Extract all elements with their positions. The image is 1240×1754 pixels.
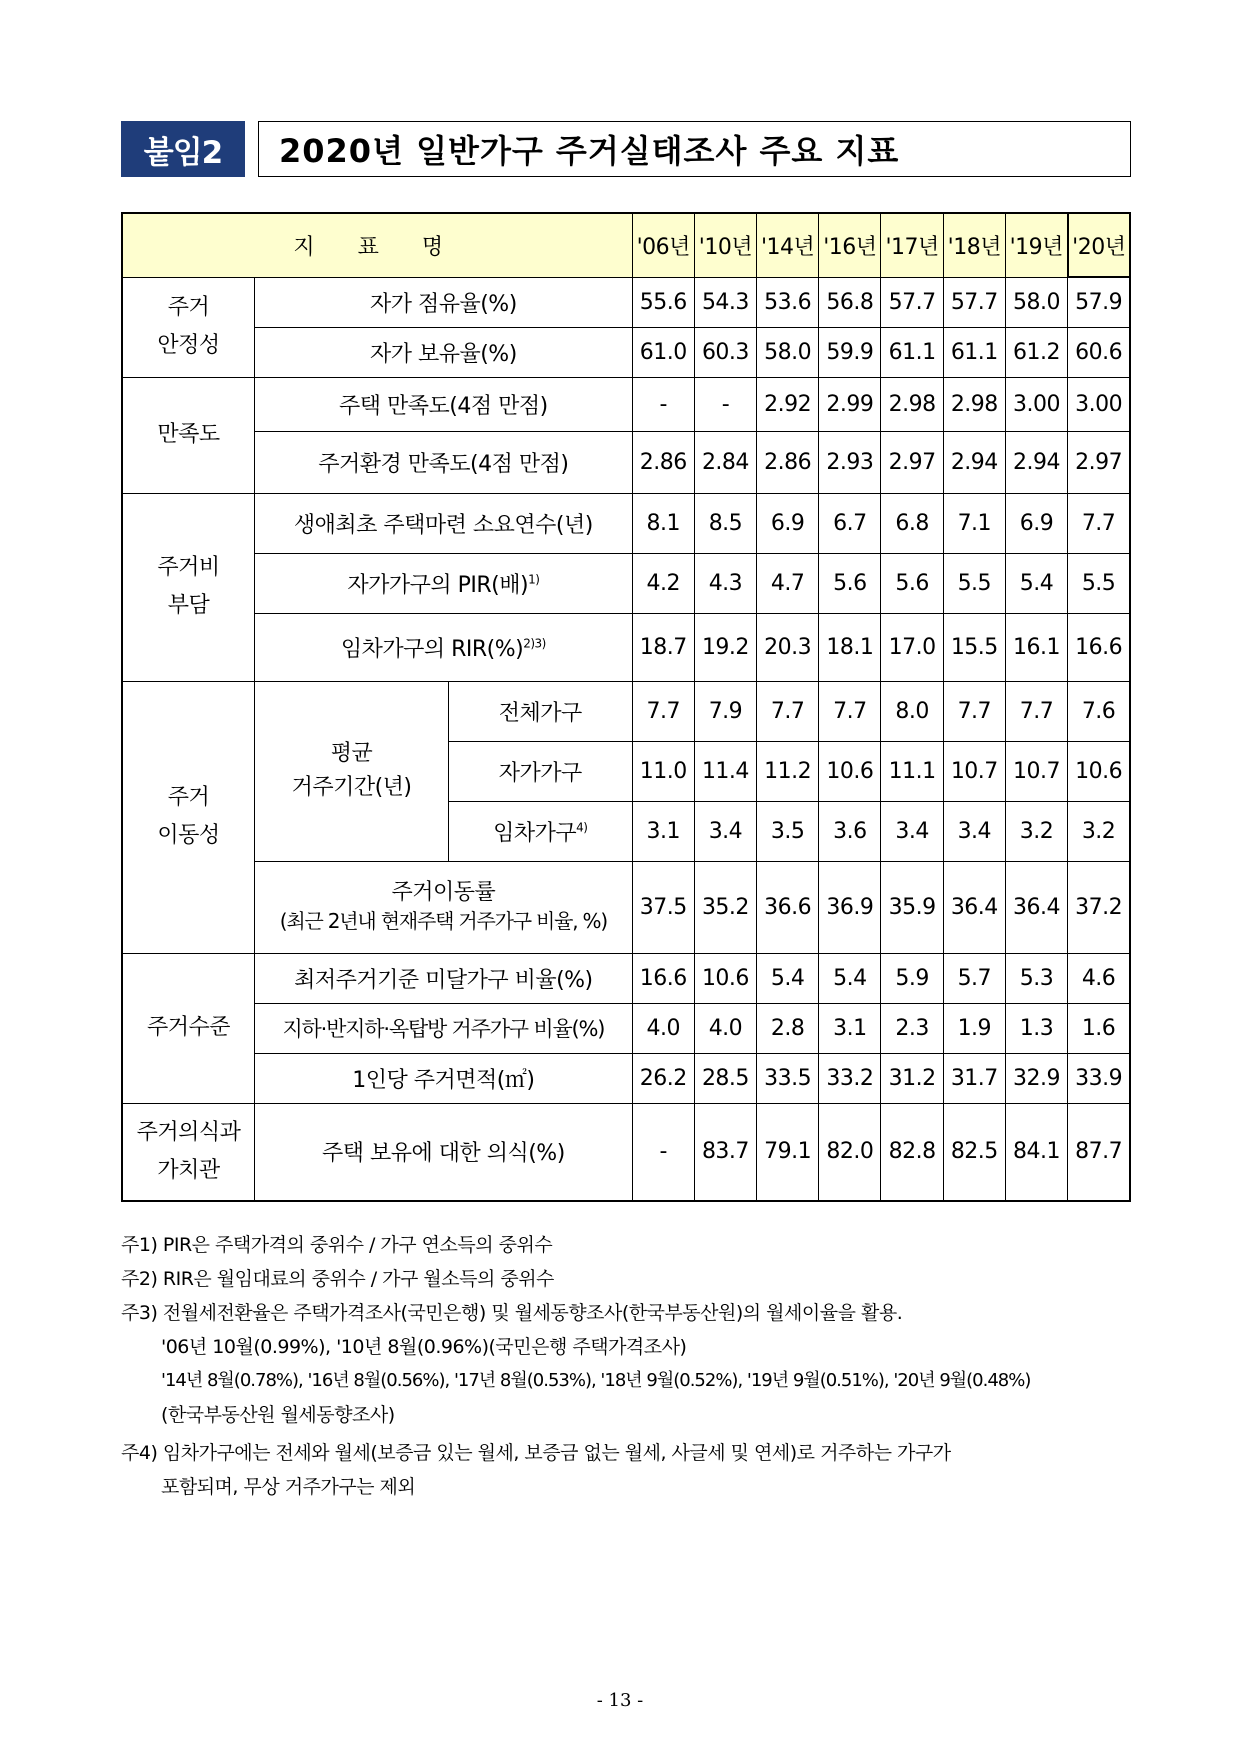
value-cell: 31.7	[943, 1053, 1005, 1103]
footnote-mark: 2)3)	[523, 636, 546, 651]
value-cell: 5.5	[943, 553, 1005, 613]
value-cell: 7.6	[1068, 681, 1130, 741]
footnote-4: 주4) 임차가구에는 전세와 월세(보증금 있는 월세, 보증금 없는 월세, 사글세 및 연세)로 거주하는 가구가	[121, 1442, 951, 1464]
value-cell: 5.6	[819, 553, 881, 613]
category-stability: 주거 안정성	[122, 277, 255, 377]
indicator-label: 전체가구	[448, 681, 632, 741]
value-cell: 5.7	[943, 953, 1005, 1003]
value-cell: 11.4	[694, 741, 756, 801]
indicator-label: 자가 보유율(%)	[255, 327, 632, 377]
value-cell: 16.6	[1068, 613, 1130, 681]
value-cell: 8.5	[694, 493, 756, 553]
value-cell: 28.5	[694, 1053, 756, 1103]
value-cell: 36.9	[819, 861, 881, 953]
table-row	[122, 553, 1130, 613]
value-cell: 3.00	[1068, 377, 1130, 431]
value-cell: 3.1	[632, 801, 694, 861]
category-mobility: 주거 이동성	[122, 681, 255, 953]
value-cell: 10.7	[943, 741, 1005, 801]
value-cell: 87.7	[1068, 1103, 1130, 1201]
value-cell: 5.4	[1005, 553, 1067, 613]
value-cell: 10.6	[819, 741, 881, 801]
value-cell: 2.99	[819, 377, 881, 431]
value-cell: 2.86	[757, 431, 819, 493]
indicator-label: 주거환경 만족도(4점 만점)	[255, 431, 632, 493]
value-cell: -	[632, 1103, 694, 1201]
value-cell: 31.2	[881, 1053, 943, 1103]
value-cell: 2.84	[694, 431, 756, 493]
footnote-2: 주2) RIR은 월임대료의 중위수 / 가구 월소득의 중위수	[121, 1268, 554, 1290]
value-cell: 4.0	[632, 1003, 694, 1053]
value-cell: 32.9	[1005, 1053, 1067, 1103]
indicator-label: 최저주거기준 미달가구 비율(%)	[255, 953, 632, 1003]
indicator-label: 자가 점유율(%)	[255, 277, 632, 327]
indicator-label: 주택 보유에 대한 의식(%)	[255, 1103, 632, 1201]
value-cell: 57.7	[943, 277, 1005, 327]
value-cell: 7.7	[819, 681, 881, 741]
header-year: '16년	[819, 213, 881, 277]
header-indicator-name: 지 표 명	[122, 213, 632, 277]
value-cell: 3.2	[1068, 801, 1130, 861]
indicator-label: 자가가구	[448, 741, 632, 801]
footnote-3: 주3) 전월세전환율은 주택가격조사(국민은행) 및 월세동향조사(한국부동산원)의 월세이율을 활용.	[121, 1302, 903, 1324]
value-cell: 6.9	[1005, 493, 1067, 553]
indicator-label	[448, 801, 632, 861]
footnote-3-detail: '06년 10월(0.99%), '10년 8월(0.96%)(국민은행 주택가격조사)	[161, 1336, 687, 1358]
category-awareness: 주거의식과 가치관	[122, 1103, 255, 1201]
value-cell: 82.0	[819, 1103, 881, 1201]
value-cell: 6.8	[881, 493, 943, 553]
value-cell: 5.3	[1005, 953, 1067, 1003]
value-cell: 7.7	[1005, 681, 1067, 741]
value-cell: 2.3	[881, 1003, 943, 1053]
value-cell: 10.7	[1005, 741, 1067, 801]
value-cell: 18.1	[819, 613, 881, 681]
indicator-table	[121, 212, 1131, 1202]
category-level: 주거수준	[122, 953, 255, 1103]
value-cell: -	[694, 377, 756, 431]
value-cell: 2.94	[1005, 431, 1067, 493]
header-year: '06년	[632, 213, 694, 277]
value-cell: 58.0	[1005, 277, 1067, 327]
footnote-4-detail: 포함되며, 무상 거주가구는 제외	[161, 1476, 416, 1498]
value-cell: 5.6	[881, 553, 943, 613]
value-cell: 56.8	[819, 277, 881, 327]
value-cell: 4.3	[694, 553, 756, 613]
value-cell: 35.9	[881, 861, 943, 953]
indicator-label: 주택 만족도(4점 만점)	[255, 377, 632, 431]
value-cell: 2.92	[757, 377, 819, 431]
value-cell: 8.1	[632, 493, 694, 553]
value-cell: 55.6	[632, 277, 694, 327]
value-cell: 37.2	[1068, 861, 1130, 953]
value-cell: 7.1	[943, 493, 1005, 553]
subcategory-residence-period: 평균 거주기간(년)	[255, 681, 449, 861]
table-row	[122, 327, 1130, 377]
value-cell: 84.1	[1005, 1103, 1067, 1201]
value-cell: 79.1	[757, 1103, 819, 1201]
category-satisfaction: 만족도	[122, 377, 255, 493]
indicator-label: 지하·반지하·옥탑방 거주가구 비율(%)	[255, 1003, 632, 1053]
value-cell: 35.2	[694, 861, 756, 953]
table-row	[122, 431, 1130, 493]
value-cell: 10.6	[1068, 741, 1130, 801]
value-cell: 61.0	[632, 327, 694, 377]
indicator-label	[255, 553, 632, 613]
value-cell: 20.3	[757, 613, 819, 681]
value-cell: 61.1	[943, 327, 1005, 377]
table-row	[122, 1003, 1130, 1053]
indicator-label-text: 주거이동률	[391, 880, 496, 905]
value-cell: 5.5	[1068, 553, 1130, 613]
table-row	[122, 277, 1130, 327]
value-cell: 3.1	[819, 1003, 881, 1053]
value-cell: 7.7	[757, 681, 819, 741]
value-cell: 83.7	[694, 1103, 756, 1201]
value-cell: 2.97	[881, 431, 943, 493]
value-cell: 17.0	[881, 613, 943, 681]
value-cell: 36.4	[943, 861, 1005, 953]
indicator-label: 생애최초 주택마련 소요연수(년)	[255, 493, 632, 553]
value-cell: 2.93	[819, 431, 881, 493]
indicator-label	[255, 613, 632, 681]
value-cell: 60.3	[694, 327, 756, 377]
value-cell: 36.4	[1005, 861, 1067, 953]
value-cell: 3.4	[694, 801, 756, 861]
footnote-3-detail: '14년 8월(0.78%), '16년 8월(0.56%), '17년 8월(0.53%), '18년 9월(0.52%), '19년 9월(0.51%), '20년 9월(0.48%)	[161, 1370, 1031, 1391]
value-cell: 5.4	[757, 953, 819, 1003]
value-cell: 3.6	[819, 801, 881, 861]
attachment-badge: 붙임2	[121, 121, 245, 177]
value-cell: 3.4	[943, 801, 1005, 861]
footnote-mark: 4)	[576, 820, 588, 835]
value-cell: 3.00	[1005, 377, 1067, 431]
value-cell: 6.7	[819, 493, 881, 553]
value-cell: 15.5	[943, 613, 1005, 681]
indicator-label: 1인당 주거면적(㎡)	[255, 1053, 632, 1103]
value-cell: 61.2	[1005, 327, 1067, 377]
header-year: '18년	[943, 213, 1005, 277]
value-cell: 82.8	[881, 1103, 943, 1201]
table-row	[122, 377, 1130, 431]
indicator-label-subtext: (최근 2년내 현재주택 거주가구 비율, %)	[279, 909, 607, 933]
value-cell: 2.97	[1068, 431, 1130, 493]
value-cell: 60.6	[1068, 327, 1130, 377]
value-cell: 2.8	[757, 1003, 819, 1053]
footnotes	[121, 1228, 1131, 1504]
footnote-mark: 1)	[528, 572, 540, 587]
page-number: - 13 -	[596, 1690, 644, 1711]
indicator-label-text: 자가가구의 PIR(배)	[347, 572, 529, 598]
value-cell: 7.7	[943, 681, 1005, 741]
value-cell: 82.5	[943, 1103, 1005, 1201]
value-cell: 1.6	[1068, 1003, 1130, 1053]
table-row	[122, 613, 1130, 681]
value-cell: 11.0	[632, 741, 694, 801]
value-cell: -	[632, 377, 694, 431]
value-cell: 58.0	[757, 327, 819, 377]
value-cell: 3.2	[1005, 801, 1067, 861]
value-cell: 54.3	[694, 277, 756, 327]
value-cell: 11.1	[881, 741, 943, 801]
value-cell: 16.1	[1005, 613, 1067, 681]
value-cell: 3.4	[881, 801, 943, 861]
header-year: '20년	[1068, 213, 1130, 277]
value-cell: 61.1	[881, 327, 943, 377]
indicator-label	[255, 861, 632, 953]
value-cell: 18.7	[632, 613, 694, 681]
page-title	[258, 121, 1131, 177]
value-cell: 33.2	[819, 1053, 881, 1103]
value-cell: 36.6	[757, 861, 819, 953]
value-cell: 5.9	[881, 953, 943, 1003]
value-cell: 26.2	[632, 1053, 694, 1103]
value-cell: 53.6	[757, 277, 819, 327]
value-cell: 2.98	[943, 377, 1005, 431]
value-cell: 4.7	[757, 553, 819, 613]
table-header-row	[122, 213, 1130, 277]
table-row	[122, 1053, 1130, 1103]
value-cell: 57.9	[1068, 277, 1130, 327]
value-cell: 59.9	[819, 327, 881, 377]
value-cell: 2.98	[881, 377, 943, 431]
value-cell: 33.5	[757, 1053, 819, 1103]
value-cell: 4.0	[694, 1003, 756, 1053]
value-cell: 19.2	[694, 613, 756, 681]
table-row	[122, 493, 1130, 553]
table-row	[122, 681, 1130, 741]
value-cell: 2.94	[943, 431, 1005, 493]
value-cell: 5.4	[819, 953, 881, 1003]
footnote-1: 주1) PIR은 주택가격의 중위수 / 가구 연소득의 중위수	[121, 1234, 553, 1256]
value-cell: 11.2	[757, 741, 819, 801]
header-year: '19년	[1005, 213, 1067, 277]
header-year: '17년	[881, 213, 943, 277]
value-cell: 7.9	[694, 681, 756, 741]
category-burden: 주거비 부담	[122, 493, 255, 681]
value-cell: 6.9	[757, 493, 819, 553]
page-title-text: 2020년 일반가구 주거실태조사 주요 지표	[279, 132, 900, 170]
indicator-label-text: 임차가구의 RIR(%)	[340, 636, 524, 662]
value-cell: 57.7	[881, 277, 943, 327]
value-cell: 37.5	[632, 861, 694, 953]
value-cell: 1.9	[943, 1003, 1005, 1053]
table-row	[122, 953, 1130, 1003]
footnote-3-detail: (한국부동산원 월세동향조사)	[161, 1404, 395, 1426]
header-year: '10년	[694, 213, 756, 277]
table-row	[122, 1103, 1130, 1201]
value-cell: 16.6	[632, 953, 694, 1003]
value-cell: 2.86	[632, 431, 694, 493]
value-cell: 1.3	[1005, 1003, 1067, 1053]
indicator-label-text: 임차가구	[493, 820, 577, 846]
value-cell: 7.7	[632, 681, 694, 741]
table-row	[122, 861, 1130, 953]
value-cell: 3.5	[757, 801, 819, 861]
header-year: '14년	[757, 213, 819, 277]
value-cell: 7.7	[1068, 493, 1130, 553]
value-cell: 4.2	[632, 553, 694, 613]
value-cell: 4.6	[1068, 953, 1130, 1003]
value-cell: 8.0	[881, 681, 943, 741]
value-cell: 33.9	[1068, 1053, 1130, 1103]
value-cell: 10.6	[694, 953, 756, 1003]
